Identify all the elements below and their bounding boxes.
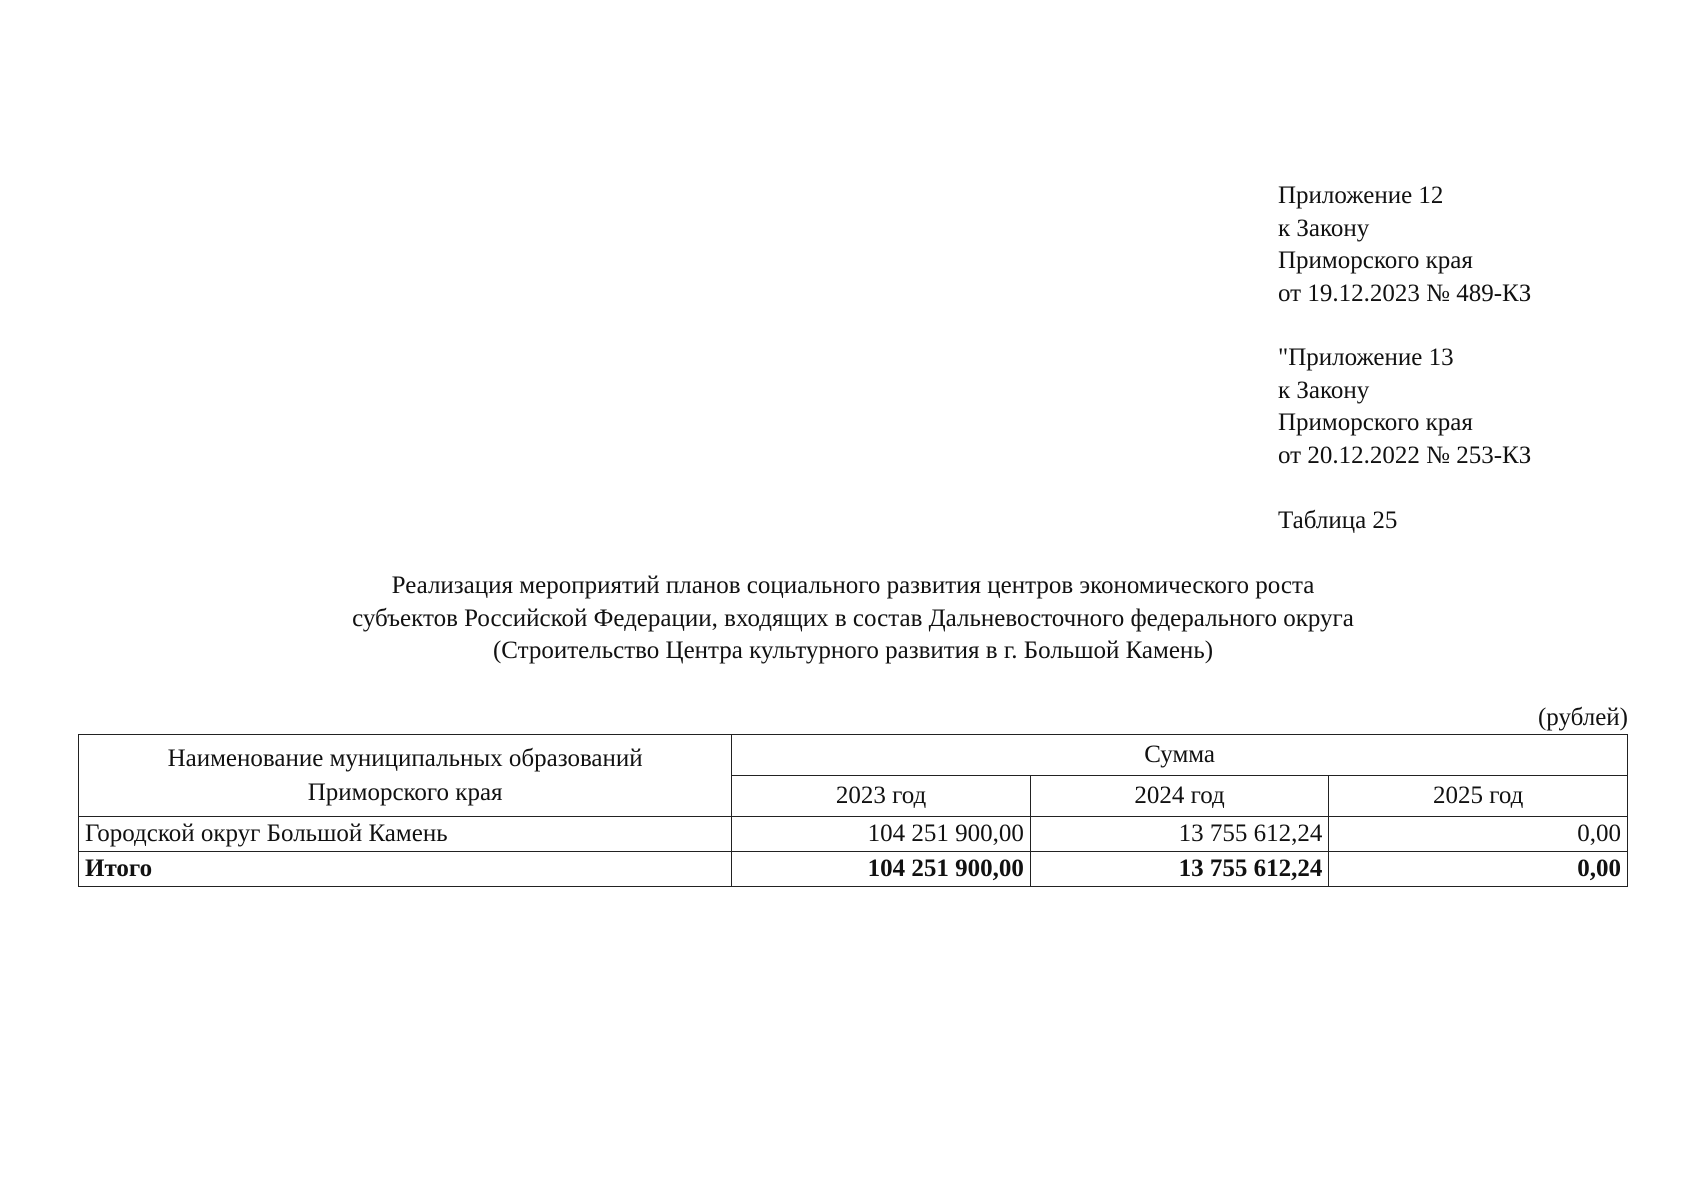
- appendix-line: от 20.12.2022 № 253-КЗ: [1278, 441, 1532, 469]
- appendix-line: "Приложение 13: [1278, 344, 1454, 371]
- header-year-2023: 2023 год: [732, 776, 1031, 817]
- table-header-row: [79, 735, 1628, 776]
- total-2024: 13 755 612,24: [1030, 852, 1329, 887]
- currency-unit: (рублей): [1537, 704, 1628, 731]
- appendix-line: к Закону: [1278, 214, 1370, 242]
- title-line: субъектов Российской Федерации, входящих в состав Дальневосточного федерального округа: [352, 604, 1354, 632]
- table-row: [79, 817, 1628, 852]
- appendix-line: Приморского края: [1278, 409, 1473, 436]
- header-year-2025: 2025 год: [1329, 776, 1628, 817]
- appendix-line: к Закону: [1278, 376, 1370, 404]
- appendix-header-current: [1278, 180, 1678, 310]
- appendix-line: от 19.12.2023 № 489-КЗ: [1278, 279, 1532, 307]
- table-number: Таблица 25: [1278, 507, 1398, 534]
- header-sum: Сумма: [732, 735, 1628, 776]
- total-label: Итого: [79, 852, 732, 887]
- title-line: Реализация мероприятий планов социального развития центров экономического роста: [391, 572, 1315, 599]
- total-2023: 104 251 900,00: [732, 852, 1031, 887]
- appendix-line: Приморского края: [1278, 247, 1473, 274]
- document-title: [78, 570, 1628, 668]
- amount-2023: 104 251 900,00: [732, 817, 1031, 852]
- header-year-2024: 2024 год: [1030, 776, 1329, 817]
- appendix-line: Приложение 12: [1278, 182, 1444, 209]
- total-2025: 0,00: [1329, 852, 1628, 887]
- header-municipality-line: Наименование муниципальных образований: [167, 744, 643, 772]
- amount-2024: 13 755 612,24: [1030, 817, 1329, 852]
- title-line: (Строительство Центра культурного развития в г. Большой Камень): [492, 637, 1214, 664]
- budget-table: [78, 734, 1628, 887]
- total-row: [79, 852, 1628, 887]
- header-municipality: [79, 735, 732, 817]
- appendix-header-amended: [1278, 342, 1678, 472]
- municipality-name: Городской округ Большой Камень: [79, 817, 732, 852]
- amount-2025: 0,00: [1329, 817, 1628, 852]
- header-municipality-line: Приморского края: [307, 778, 503, 806]
